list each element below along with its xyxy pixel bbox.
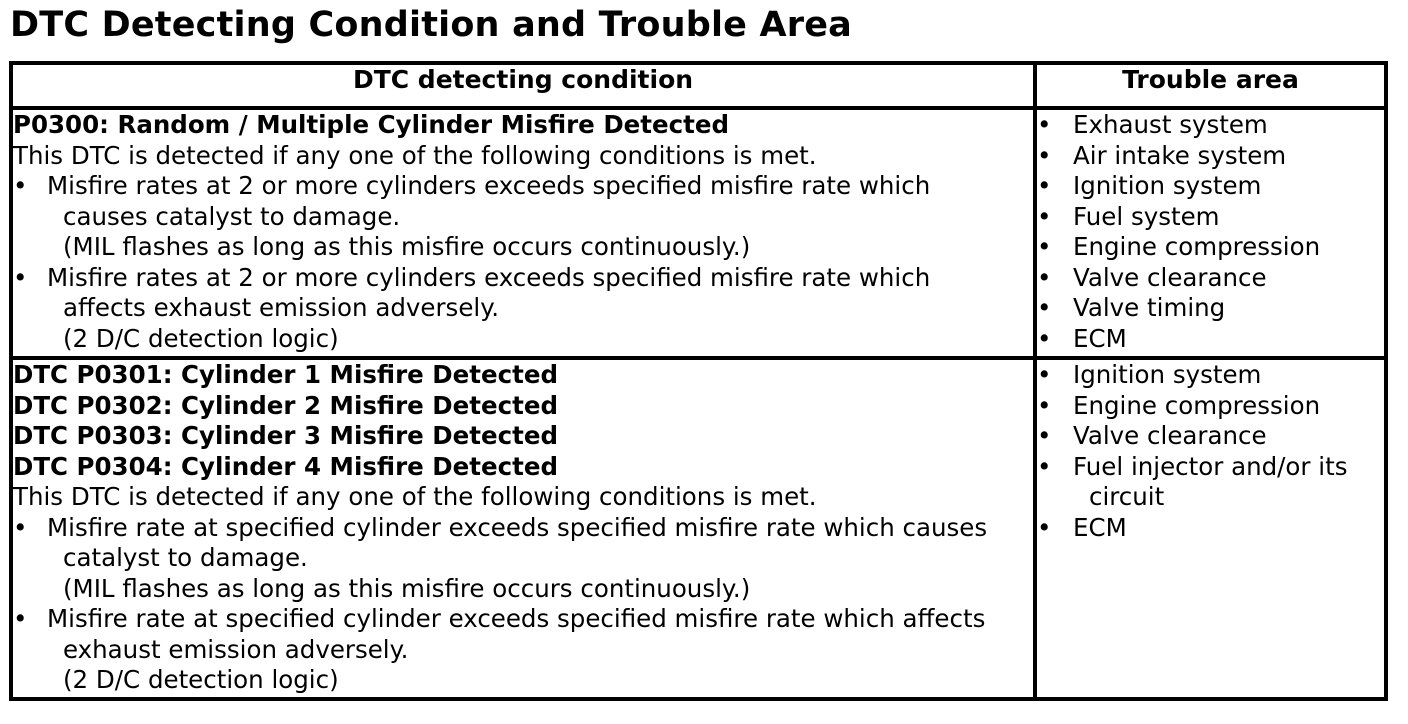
dtc-table [9,61,1388,701]
condition-intro: This DTC is detected if any one of the following conditions is met. [13,140,817,170]
bullet-icon: • [1037,390,1052,420]
trouble-area-text: Engine compression [1073,232,1321,261]
condition-continuation: affects exhaust emission adversely. [63,293,499,322]
trouble-area-text: Ignition system [1073,171,1262,200]
list-item [1037,232,1384,263]
bullet-icon: • [1037,360,1052,389]
bullet-icon: • [1037,451,1052,481]
header-trouble-area: Trouble area [1035,63,1386,108]
condition-note: (MIL flashes as long as this misfire occurs continuously.) [63,573,751,603]
table-header-row [11,63,1386,108]
dtc-code: DTC P0301: Cylinder 1 Misfire Detected [13,360,558,389]
bullet-icon: • [13,171,28,200]
condition-item [13,171,1033,202]
dtc-code: DTC P0303: Cylinder 3 Misfire Detected [13,421,558,450]
trouble-area-text: ECM [1073,512,1127,542]
trouble-area-cell [1035,108,1386,358]
condition-text: Misfire rates at 2 or more cylinders exceeds specified misfire rate which [47,262,931,292]
trouble-area-text: ECM [1073,323,1127,353]
trouble-area-text: Fuel injector and/or its [1073,451,1348,481]
condition-item [13,604,1033,635]
condition-item [13,513,1033,544]
trouble-area-text: Valve clearance [1073,421,1267,450]
bullet-icon: • [1037,293,1052,322]
list-item [1037,110,1384,141]
trouble-area-text: Valve timing [1073,293,1226,322]
bullet-icon: • [1037,201,1052,231]
header-condition: DTC detecting condition [11,63,1035,108]
condition-continuation: catalyst to damage. [63,543,308,572]
trouble-area-text: Fuel system [1073,201,1220,231]
bullet-icon: • [1037,323,1052,353]
dtc-code: DTC P0304: Cylinder 4 Misfire Detected [13,451,558,481]
trouble-area-text: Engine compression [1073,390,1321,420]
bullet-icon: • [1037,512,1052,542]
bullet-icon: • [1037,140,1052,170]
bullet-icon: • [1037,421,1052,450]
condition-item [13,263,1033,294]
condition-continuation: exhaust emission adversely. [63,634,409,664]
condition-intro: This DTC is detected if any one of the following conditions is met. [13,482,817,511]
condition-text: Misfire rates at 2 or more cylinders exceeds specified misfire rate which [47,171,931,200]
condition-note: (2 D/C detection logic) [63,323,339,353]
list-item [1037,171,1384,202]
list-item [1037,293,1384,324]
list-item [1037,141,1384,172]
bullet-icon: • [1037,262,1052,292]
condition-cell [11,358,1035,699]
list-item [1037,263,1384,294]
bullet-icon: • [1037,110,1052,139]
bullet-icon: • [13,512,28,542]
list-item [1037,391,1384,422]
list-item [1037,452,1384,483]
condition-continuation: causes catalyst to damage. [63,201,401,231]
list-item [1037,360,1384,391]
condition-text: Misfire rate at specified cylinder exceeds specified misfire rate which causes [47,512,988,542]
bullet-icon: • [1037,232,1052,261]
list-item [1037,421,1384,452]
table-row [11,108,1386,358]
list-item [1037,324,1384,355]
trouble-area-continuation: circuit [1089,482,1165,511]
trouble-area-text: Ignition system [1073,360,1262,389]
trouble-area-text: Exhaust system [1073,110,1268,139]
list-item [1037,513,1384,544]
condition-note: (MIL flashes as long as this misfire occurs continuously.) [63,232,751,261]
bullet-icon: • [1037,171,1052,200]
page-title: DTC Detecting Condition and Trouble Area [10,5,852,45]
table-row [11,358,1386,699]
bullet-icon: • [13,262,28,292]
trouble-area-cell [1035,358,1386,699]
condition-text: Misfire rate at specified cylinder exceeds specified misfire rate which affects [47,604,986,633]
bullet-icon: • [13,604,28,633]
dtc-code: P0300: Random / Multiple Cylinder Misfire Detected [13,110,730,139]
trouble-area-text: Air intake system [1073,140,1287,170]
dtc-code: DTC P0302: Cylinder 2 Misfire Detected [13,390,558,420]
trouble-area-text: Valve clearance [1073,262,1267,292]
condition-note: (2 D/C detection logic) [63,665,339,694]
list-item [1037,202,1384,233]
condition-cell [11,108,1035,358]
